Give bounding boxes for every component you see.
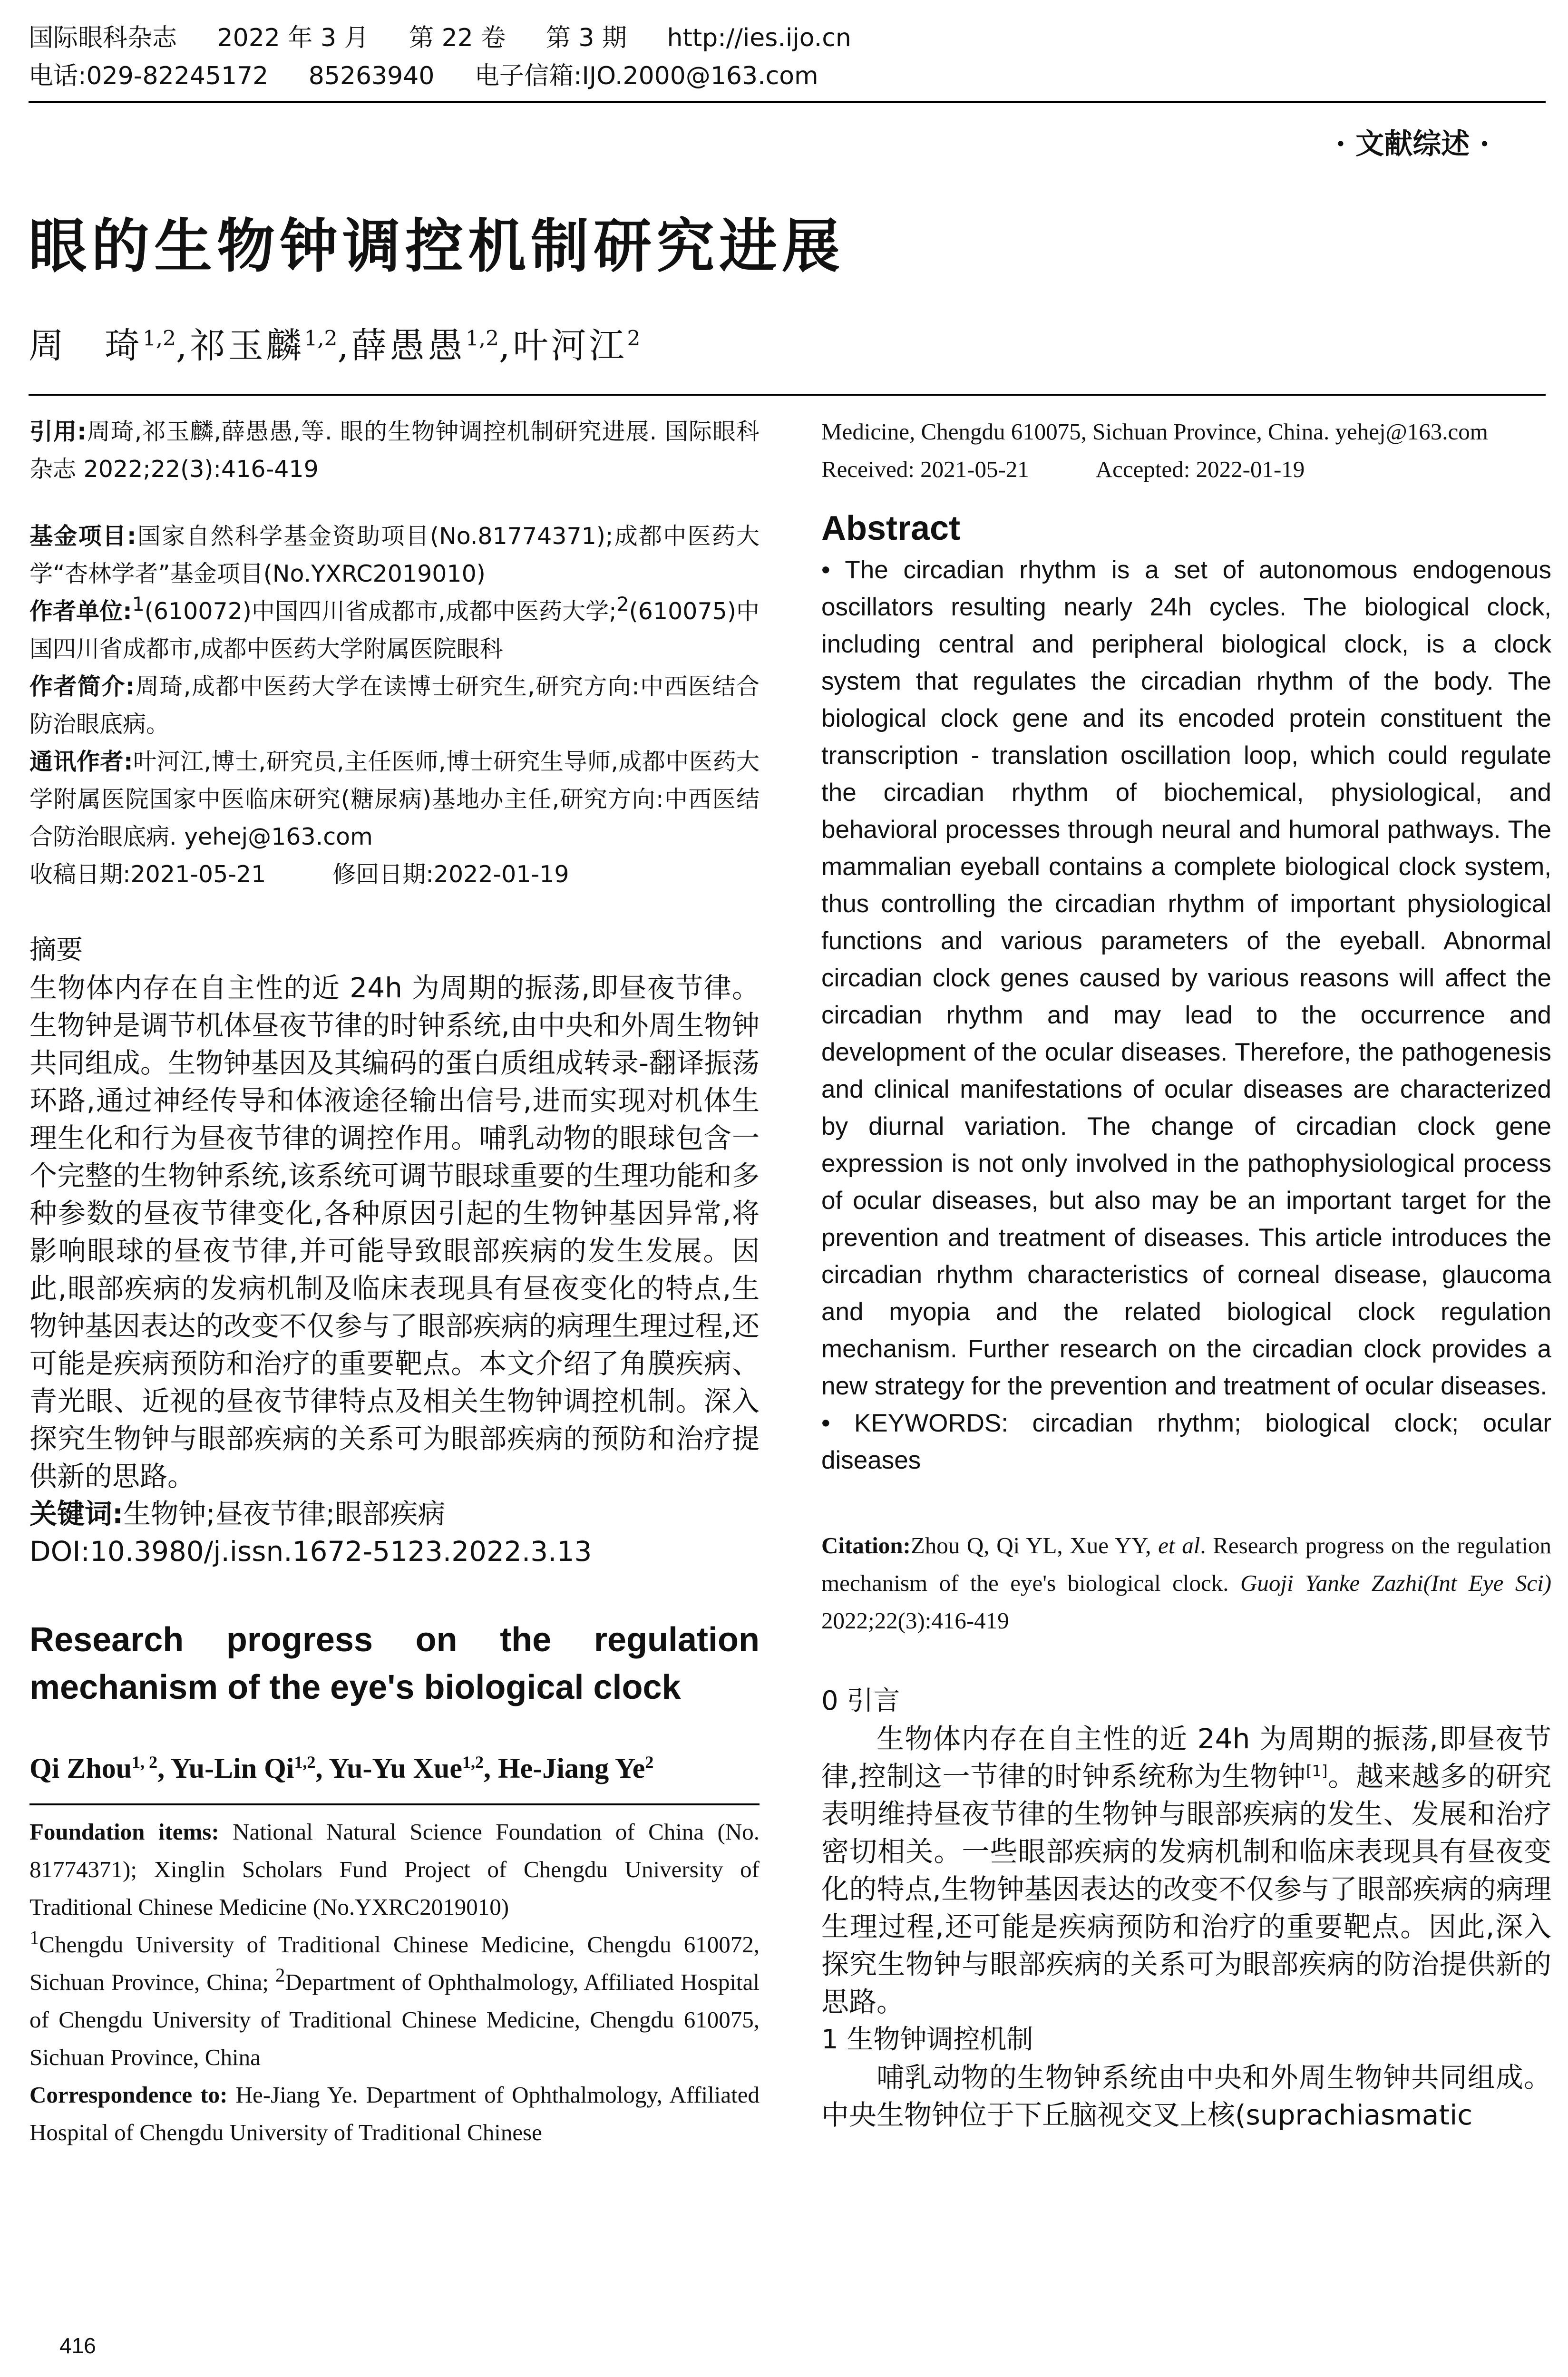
affiliation-text: Department of Ophthalmology, Affiliated Hospital of Chengdu University of Traditional Chinese Medicine, Chengdu 610075, Sichuan Province, China	[29, 1969, 760, 2070]
accepted-date-en: Accepted: 2022-01-19	[1095, 456, 1305, 482]
header-row-2	[29, 57, 1546, 95]
section1-paragraph: 哺乳动物的生物钟系统由中央和外周生物钟共同组成。中央生物钟位于下丘脑视交叉上核(suprachiasmatic	[821, 2061, 1551, 2131]
bio-label: 作者简介:	[29, 673, 135, 700]
intro-text-2: 。越来越多的研究表明维持昼夜节律的生物钟与眼部疾病的发生、发展和治疗密切相关。一些眼部疾病的发病机制和临床表现具有昼夜变化的特点,生物钟基因表达的改变不仅参与了眼部疾病的病理生理过程,还可能是疾病预防和治疗的重要靶点。因此,深入探究生物钟与眼部疾病的关系可为眼部疾病的防治提供新的思路。	[821, 1760, 1551, 2018]
citation-en-part2: . Research progress on the regulation mechanism of the eye's biological clock.	[821, 1532, 1552, 1596]
journal-name: 国际眼科杂志	[29, 24, 177, 52]
keywords-cn	[29, 1495, 760, 1533]
citation-en	[821, 1527, 1551, 1639]
journal-header	[29, 19, 1546, 95]
correspondence-text: He-Jiang Ye. Department of Ophthalmology, Affiliated Hospital of Chengdu University of Traditional Chinese	[29, 2082, 760, 2145]
article-title: 眼的生物钟调控机制研究进展	[29, 213, 845, 280]
journal-phone: 电话:029-82245172	[29, 62, 269, 90]
header-row-1	[29, 19, 1546, 57]
corresponding-author	[29, 743, 760, 856]
en-author-affiliation: 1,2	[294, 1753, 316, 1772]
affiliation-sup: 1	[29, 1927, 39, 1948]
author-name: 祁玉麟	[190, 325, 304, 366]
fund-text: 国家自然科学基金资助项目(No.81774371);成都中医药大学“杏林学者”基金项目(No.YXRC2019010)	[29, 523, 760, 587]
affiliation-sup: 2	[275, 1964, 285, 1986]
author-separator: ,	[499, 325, 513, 366]
en-author-affiliation: 1, 2	[132, 1753, 158, 1772]
foundation-en	[29, 1813, 760, 1926]
author-list	[29, 318, 641, 368]
english-author-list: Qi Zhou$^{1, 2}$, Yu-Lin Qi$^{1,2}$, Yu-Yu Xue$^{1,2}$, He-Jiang Ye$^2$	[29, 1753, 654, 1784]
english-section-divider	[29, 1803, 760, 1805]
author-bio	[29, 668, 760, 743]
author-affiliation: 1,2	[304, 326, 338, 351]
volume-number: 第 22 卷	[409, 24, 506, 52]
citation-en-part3: 2022;22(3):416-419	[821, 1607, 1009, 1634]
received-date-en: Received: 2021-05-21	[821, 456, 1029, 482]
issue-number: 第 3 期	[545, 24, 627, 52]
en-author-name: Qi Zhou	[29, 1753, 132, 1784]
correspondence-continued: Medicine, Chengdu 610075, Sichuan Province, China. yehej@163.com	[821, 419, 1488, 445]
fund-info	[29, 517, 760, 593]
author-name: 周 琦	[29, 325, 143, 366]
affiliations-en	[29, 1926, 760, 2076]
unit-sup: 2	[616, 593, 629, 616]
foundation-label: Foundation items:	[29, 1819, 219, 1845]
issue-date: 2022 年 3 月	[217, 24, 369, 52]
received-date: 收稿日期:2021-05-21	[29, 861, 266, 888]
citation-label: 引用:	[29, 418, 87, 445]
author-separator: ,	[337, 325, 352, 366]
citation-en-part1: Zhou Q, Qi YL, Xue YY,	[910, 1532, 1151, 1559]
en-author-affiliation: 2	[645, 1753, 654, 1772]
author-name: 叶河江	[513, 325, 627, 366]
unit-text: (610075)中国四川省成都市,成都中医药大学附属医院眼科	[29, 598, 760, 662]
abstract-cn: 生物体内存在自主性的近 24h 为周期的振荡,即昼夜节律。生物钟是调节机体昼夜节律的时钟系统,由中央和外周生物钟共同组成。生物钟基因及其编码的蛋白质组成转录-翻译振荡环路,通过神经传导和体液途径输出信号,进而实现对机体生理生化和行为昼夜节律的调控作用。哺乳动物的眼球包含一个完整的生物钟系统,该系统可调节眼球重要的生理功能和多种参数的昼夜节律变化,各种原因引起的生物钟基因异常,将影响眼球的昼夜节律,并可能导致眼部疾病的发生发展。因此,眼部疾病的发病机制及临床表现具有昼夜变化的特点,生物钟基因表达的改变不仅参与了眼部疾病的病理生理过程,还可能是疾病预防和治疗的重要靶点。本文介绍了角膜疾病、青光眼、近视的昼夜节律特点及相关生物钟调控机制。深入探究生物钟与眼部疾病的关系可为眼部疾病的预防和治疗提供新的思路。	[29, 972, 760, 1492]
en-author-name: He-Jiang Ye	[497, 1753, 645, 1784]
abstract-heading-cn: 摘要	[29, 935, 83, 965]
revised-date: 修回日期:2022-01-19	[332, 861, 569, 888]
en-author-name: Yu-Yu Xue	[329, 1753, 462, 1784]
right-column	[821, 413, 1551, 2134]
intro-text-1: 生物体内存在自主性的近 24h 为周期的振荡,即昼夜节律,控制这一节律的时钟系统称为生物钟	[821, 1723, 1551, 1792]
english-title: Research progress on the regulation mechanism of the eye's biological clock	[29, 1621, 760, 1706]
keywords-label: 关键词:	[29, 1498, 124, 1530]
page-number: 416	[59, 2333, 96, 2358]
citation-en-label: Citation:	[821, 1532, 911, 1559]
dates-cn	[29, 856, 760, 893]
author-units	[29, 593, 760, 668]
journal-email[interactable]: 电子信箱:IJO.2000@163.com	[474, 62, 818, 90]
intro-paragraph	[821, 1720, 1551, 2021]
keywords-text: 生物钟;昼夜节律;眼部疾病	[123, 1498, 446, 1530]
keywords-en: • KEYWORDS: circadian rhythm; biological clock; ocular diseases	[821, 1409, 1551, 1474]
header-divider	[29, 101, 1546, 103]
en-author-affiliation: 1,2	[462, 1753, 484, 1772]
doi: DOI:10.3980/j.issn.1672-5123.2022.3.13	[29, 1535, 592, 1568]
left-column	[29, 413, 760, 2151]
fund-label: 基金项目:	[29, 523, 136, 550]
en-author-name: Yu-Lin Qi	[170, 1753, 294, 1784]
dates-en	[821, 450, 1551, 488]
author-name: 薛愚愚	[351, 325, 466, 366]
corr-label: 通讯作者:	[29, 748, 133, 775]
unit-sup: 1	[132, 593, 145, 616]
correspondence-label: Correspondence to:	[29, 2082, 228, 2108]
abstract-en: • The circadian rhythm is a set of autonomous endogenous oscillators resulting nearly 24h cycles. The biological clock, including central and peripheral biological clock, is a clock system that regulates the circadian rhythm of the body. The biological clock gene and its encoded protein constituent the transcription - translation oscillation loop, which could regulate the circadian rhythm of biochemical, physiological, and behavioral processes through neural and humoral pathways. The mammalian eyeball contains a complete biological clock system, thus controlling the circadian rhythm of important physiological functions and various parameters of the eyeball. Abnormal circadian clock genes caused by various reasons will affect the circadian rhythm and may lead to the occurrence and development of the ocular diseases. Therefore, the pathogenesis and clinical manifestations of ocular diseases are characterized by diurnal variation. The change of circadian clock gene expression is not only involved in the pathophysiological process of ocular diseases, but also may be an important target for the prevention and treatment of diseases. This article introduces the circadian rhythm characteristics of corneal disease, glaucoma and myopia and the related biological clock regulation mechanism. Further research on the circadian clock provides a new strategy for the prevention and treatment of ocular diseases.	[821, 556, 1551, 1400]
title-divider	[29, 394, 1546, 396]
foundation-text: National Natural Science Foundation of China (No. 81774371); Xinglin Scholars Fund Project of Chengdu University of Traditional Chinese Medicine (No.YXRC2019010)	[29, 1819, 760, 1920]
affiliation-text: Chengdu University of Traditional Chinese Medicine, Chengdu 610072, Sichuan Province, China;	[29, 1931, 760, 1995]
bio-text: 周琦,成都中医药大学在读博士研究生,研究方向:中西医结合防治眼底病。	[29, 673, 760, 738]
author-affiliation: 2	[627, 326, 641, 351]
corr-text: 叶河江,博士,研究员,主任医师,博士研究生导师,成都中医药大学附属医院国家中医临床研究(糖尿病)基地办主任,研究方向:中西医结合防治眼底病. yehej@163.com	[29, 748, 760, 850]
intro-heading: 0 引言	[821, 1685, 900, 1716]
abstract-heading-en: Abstract	[821, 509, 961, 547]
section-tag: · 文献综述 ·	[1335, 127, 1490, 161]
author-affiliation: 1,2	[143, 326, 176, 351]
unit-text: (610072)中国四川省成都市,成都中医药大学;	[144, 598, 617, 625]
citation-en-etal: et al	[1158, 1532, 1200, 1559]
citation-cn	[29, 413, 760, 488]
citation-en-journal: Guoji Yanke Zazhi(Int Eye Sci)	[1240, 1570, 1552, 1596]
section1-heading: 1 生物钟调控机制	[821, 2024, 1033, 2055]
author-affiliation: 1,2	[466, 326, 499, 351]
journal-url[interactable]: http://ies.ijo.cn	[667, 24, 851, 52]
citation-text: 周琦,祁玉麟,薛愚愚,等. 眼的生物钟调控机制研究进展. 国际眼科杂志 2022;22(3):416-419	[29, 418, 760, 483]
reference-marker[interactable]: [1]	[1306, 1762, 1328, 1780]
author-separator: ,	[175, 325, 190, 366]
unit-label: 作者单位:	[29, 598, 132, 625]
journal-phone-2: 85263940	[308, 62, 435, 90]
correspondence-en	[29, 2076, 760, 2151]
